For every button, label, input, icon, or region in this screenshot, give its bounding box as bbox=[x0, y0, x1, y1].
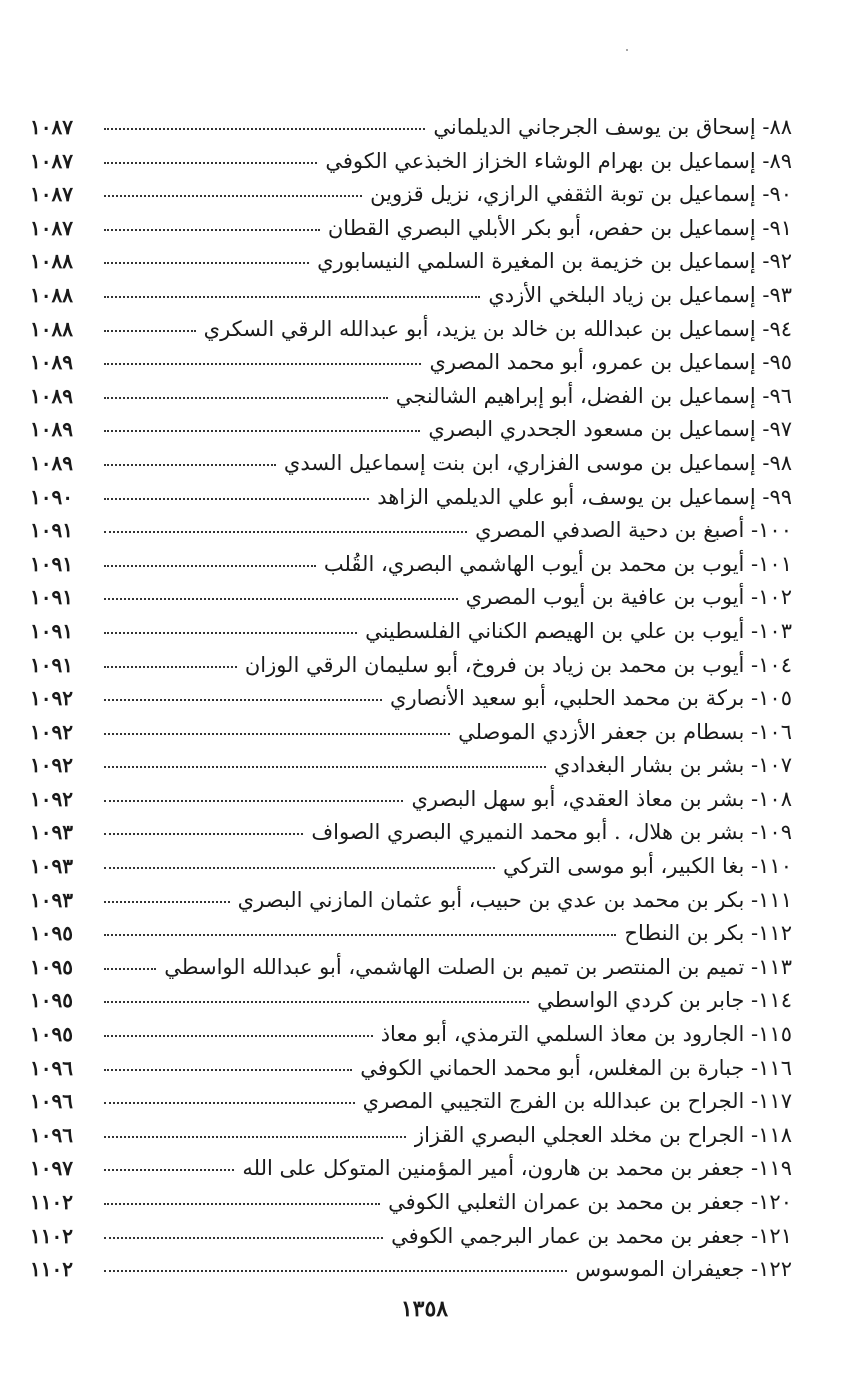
toc-entry-page: ١٠٩٧ bbox=[30, 1156, 73, 1181]
dot-leader bbox=[104, 900, 230, 903]
toc-entry-title: ٩٥- إسماعيل بن عمرو، أبو محمد المصري bbox=[429, 350, 792, 375]
toc-entry-page: ١٠٩١ bbox=[30, 585, 73, 610]
dot-leader bbox=[104, 228, 320, 231]
dot-leader bbox=[104, 329, 196, 332]
toc-entry-page: ١٠٨٩ bbox=[30, 450, 73, 475]
dot-leader bbox=[104, 933, 616, 936]
toc-entry bbox=[30, 951, 792, 985]
toc-entry-title: ١٠٩- بشر بن هلال، . أبو محمد النميري البصري الصواف bbox=[311, 820, 792, 845]
toc-entry bbox=[30, 884, 792, 918]
dot-leader bbox=[104, 698, 382, 701]
toc-entry bbox=[30, 1152, 792, 1186]
toc-entry bbox=[30, 716, 792, 750]
dot-leader bbox=[104, 1068, 352, 1071]
toc-entry-title: ٩٤- إسماعيل بن عبدالله بن خالد بن يزيد، أبو عبدالله الرقي السكري bbox=[203, 316, 792, 341]
page-number: ١٣٥٨ bbox=[400, 1296, 449, 1322]
toc-entry-title: ٩٠- إسماعيل بن توبة الثقفي الرازي، نزيل قزوين bbox=[370, 182, 792, 207]
toc-entry bbox=[30, 111, 792, 145]
toc-entry bbox=[30, 514, 792, 548]
toc-entry-page: ١٠٨٧ bbox=[30, 215, 73, 240]
toc-entry-page: ١٠٩٦ bbox=[30, 1055, 73, 1080]
toc-entry-page: ١١٠٢ bbox=[30, 1190, 73, 1214]
dot-leader bbox=[104, 261, 309, 264]
dot-leader bbox=[104, 295, 480, 298]
dot-leader bbox=[104, 1269, 567, 1272]
toc-entry-title: ١١٠- بغا الكبير، أبو موسى التركي bbox=[503, 854, 792, 879]
toc-entry bbox=[30, 1119, 792, 1153]
toc-entry bbox=[30, 984, 792, 1018]
dot-leader bbox=[104, 765, 546, 768]
dot-leader bbox=[104, 631, 357, 634]
dot-leader bbox=[104, 1236, 383, 1239]
toc-entry-title: ٩٦- إسماعيل بن الفضل، أبو إبراهيم الشالنجي bbox=[395, 383, 792, 408]
toc-entry-title: ١١٢- بكر بن النطاح bbox=[624, 921, 792, 946]
dot-leader bbox=[104, 732, 450, 735]
toc-entry bbox=[30, 178, 792, 212]
toc-entry-page: ١٠٨٧ bbox=[30, 115, 73, 139]
toc-entry-page: ١٠٩٥ bbox=[30, 921, 73, 946]
toc-entry-page: ١٠٩٥ bbox=[30, 954, 73, 979]
toc-entry-title: ١٢٢- جعيفران الموسوس bbox=[575, 1257, 792, 1282]
dot-leader bbox=[104, 799, 403, 802]
toc-entry bbox=[30, 346, 792, 380]
dot-leader bbox=[104, 396, 388, 399]
dot-leader bbox=[104, 429, 420, 432]
toc-entry-title: ١١٤- جابر بن كردي الواسطي bbox=[537, 988, 792, 1013]
toc-entry-title: ٩٩- إسماعيل بن يوسف، أبو علي الديلمي الزاهد bbox=[377, 484, 792, 509]
toc-entry bbox=[30, 145, 792, 179]
dot-leader bbox=[104, 194, 362, 197]
dot-leader bbox=[104, 161, 317, 164]
dot-leader bbox=[104, 1000, 529, 1003]
toc-entry-page: ١٠٨٧ bbox=[30, 182, 73, 207]
toc-entry-page: ١٠٨٧ bbox=[30, 148, 73, 173]
table-of-contents bbox=[30, 111, 792, 1287]
toc-entry bbox=[30, 212, 792, 246]
toc-entry-page: ١٠٩٦ bbox=[30, 1089, 73, 1114]
toc-entry bbox=[30, 850, 792, 884]
dot-leader bbox=[104, 665, 237, 668]
toc-entry-page: ١٠٩٣ bbox=[30, 887, 73, 912]
toc-entry bbox=[30, 749, 792, 783]
toc-entry bbox=[30, 380, 792, 414]
dot-leader bbox=[104, 1034, 373, 1037]
dot-leader bbox=[104, 463, 276, 466]
dot-leader bbox=[104, 832, 303, 835]
toc-entry-page: ١٠٩١ bbox=[30, 618, 73, 643]
toc-entry-page: ١٠٩٢ bbox=[30, 753, 73, 778]
toc-entry-page: ١٠٨٨ bbox=[30, 249, 73, 274]
toc-entry-title: ١٠١- أيوب بن محمد بن أيوب الهاشمي البصري، القُلب bbox=[323, 551, 792, 576]
toc-entry-title: ١١٣- تميم بن المنتصر بن تميم بن الصلت الهاشمي، أبو عبدالله الواسطي bbox=[164, 954, 792, 979]
toc-entry-title: ١١٨- الجراح بن مخلد العجلي البصري القزاز bbox=[414, 1122, 792, 1147]
toc-entry bbox=[30, 245, 792, 279]
toc-entry-title: ١١٥- الجارود بن معاذ السلمي الترمذي، أبو معاذ bbox=[380, 1022, 792, 1047]
toc-entry-title: ١١٦- جبارة بن المغلس، أبو محمد الحماني الكوفي bbox=[360, 1055, 792, 1080]
toc-entry bbox=[30, 313, 792, 347]
toc-entry bbox=[30, 279, 792, 313]
toc-entry-page: ١٠٩١ bbox=[30, 652, 73, 677]
toc-entry bbox=[30, 682, 792, 716]
toc-entry-title: ١٠٥- بركة بن محمد الحلبي، أبو سعيد الأنصاري bbox=[390, 686, 792, 711]
dot-leader bbox=[104, 1202, 380, 1205]
toc-entry-page: ١٠٩٣ bbox=[30, 820, 73, 845]
toc-entry bbox=[30, 447, 792, 481]
toc-entry bbox=[30, 783, 792, 817]
toc-entry-title: ١٠٤- أيوب بن محمد بن زياد بن فروخ، أبو سليمان الرقي الوزان bbox=[244, 652, 792, 677]
toc-entry-title: ١٠٨- بشر بن معاذ العقدي، أبو سهل البصري bbox=[411, 786, 792, 811]
toc-entry-page: ١٠٨٨ bbox=[30, 316, 73, 341]
toc-entry-title: ٩٢- إسماعيل بن خزيمة بن المغيرة السلمي النيسابوري bbox=[317, 249, 792, 274]
toc-entry-title: ١١١- بكر بن محمد بن عدي بن حبيب، أبو عثمان المازني البصري bbox=[237, 887, 792, 912]
toc-entry-page: ١٠٩٢ bbox=[30, 786, 73, 811]
toc-entry-page: ١٠٨٩ bbox=[30, 383, 73, 408]
toc-entry-page: ١٠٩٠ bbox=[30, 484, 73, 509]
dot-leader bbox=[104, 362, 421, 365]
toc-entry bbox=[30, 1253, 792, 1287]
toc-entry-page: ١٠٩٦ bbox=[30, 1122, 73, 1147]
toc-entry-title: ٩١- إسماعيل بن حفص، أبو بكر الأبلي البصري القطان bbox=[327, 215, 792, 240]
toc-entry-page: ١٠٩٥ bbox=[30, 1022, 73, 1047]
toc-entry bbox=[30, 1052, 792, 1086]
toc-entry-page: ١٠٩٢ bbox=[30, 719, 73, 744]
toc-entry bbox=[30, 481, 792, 515]
page-speck bbox=[626, 49, 628, 51]
toc-entry bbox=[30, 548, 792, 582]
dot-leader bbox=[104, 1101, 355, 1104]
toc-entry bbox=[30, 816, 792, 850]
toc-entry bbox=[30, 1186, 792, 1220]
dot-leader bbox=[104, 530, 467, 533]
toc-entry bbox=[30, 1018, 792, 1052]
toc-entry bbox=[30, 917, 792, 951]
toc-entry bbox=[30, 649, 792, 683]
dot-leader bbox=[104, 597, 458, 600]
dot-leader bbox=[104, 1168, 234, 1171]
toc-entry-title: ١٠٧- بشر بن بشار البغدادي bbox=[553, 753, 792, 778]
toc-entry-page: ١٠٩١ bbox=[30, 551, 73, 576]
toc-entry-page: ١٠٨٨ bbox=[30, 282, 73, 307]
toc-entry-page: ١١٠٢ bbox=[30, 1223, 73, 1248]
toc-entry bbox=[30, 1085, 792, 1119]
toc-entry-page: ١٠٩٥ bbox=[30, 988, 73, 1013]
toc-entry-title: ٩٣- إسماعيل بن زياد البلخي الأزدي bbox=[488, 282, 792, 307]
toc-entry-title: ٨٩- إسماعيل بن بهرام الوشاء الخزاز الخبذعي الكوفي bbox=[325, 148, 792, 173]
toc-entry-title: ١٢٠- جعفر بن محمد بن عمران الثعلبي الكوفي bbox=[388, 1190, 792, 1214]
toc-entry-page: ١١٠٢ bbox=[30, 1257, 73, 1282]
dot-leader bbox=[104, 1135, 406, 1138]
dot-leader bbox=[104, 564, 316, 567]
toc-entry-title: ١٠٠- أصبغ بن دحية الصدفي المصري bbox=[475, 518, 792, 543]
toc-entry-page: ١٠٨٩ bbox=[30, 417, 73, 442]
toc-entry bbox=[30, 1220, 792, 1254]
dot-leader bbox=[104, 967, 156, 970]
toc-entry bbox=[30, 413, 792, 447]
toc-entry-title: ١١٧- الجراح بن عبدالله بن الفرج التجيبي المصري bbox=[362, 1089, 792, 1114]
toc-entry-page: ١٠٩٢ bbox=[30, 686, 73, 711]
toc-entry-title: ١٢١- جعفر بن محمد بن عمار البرجمي الكوفي bbox=[391, 1223, 792, 1248]
dot-leader bbox=[104, 497, 369, 500]
dot-leader bbox=[104, 127, 425, 130]
toc-entry-title: ١٠٢- أيوب بن عافية بن أيوب المصري bbox=[465, 585, 792, 610]
toc-entry-page: ١٠٨٩ bbox=[30, 350, 73, 375]
toc-entry-title: ١٠٣- أيوب بن علي بن الهيصم الكناني الفلسطيني bbox=[365, 618, 792, 643]
toc-entry-page: ١٠٩١ bbox=[30, 518, 73, 543]
toc-entry-title: ٩٨- إسماعيل بن موسى الفزاري، ابن بنت إسماعيل السدي bbox=[283, 450, 792, 475]
toc-entry bbox=[30, 615, 792, 649]
toc-entry-title: ١٠٦- بسطام بن جعفر الأزدي الموصلي bbox=[458, 719, 792, 744]
toc-entry-title: ٩٧- إسماعيل بن مسعود الجحدري البصري bbox=[428, 417, 792, 442]
dot-leader bbox=[104, 866, 495, 869]
toc-entry bbox=[30, 581, 792, 615]
toc-entry-page: ١٠٩٣ bbox=[30, 854, 73, 879]
toc-entry-title: ٨٨- إسحاق بن يوسف الجرجاني الديلماني bbox=[433, 115, 792, 139]
toc-entry-title: ١١٩- جعفر بن محمد بن هارون، أمير المؤمنين المتوكل على الله bbox=[242, 1156, 792, 1181]
